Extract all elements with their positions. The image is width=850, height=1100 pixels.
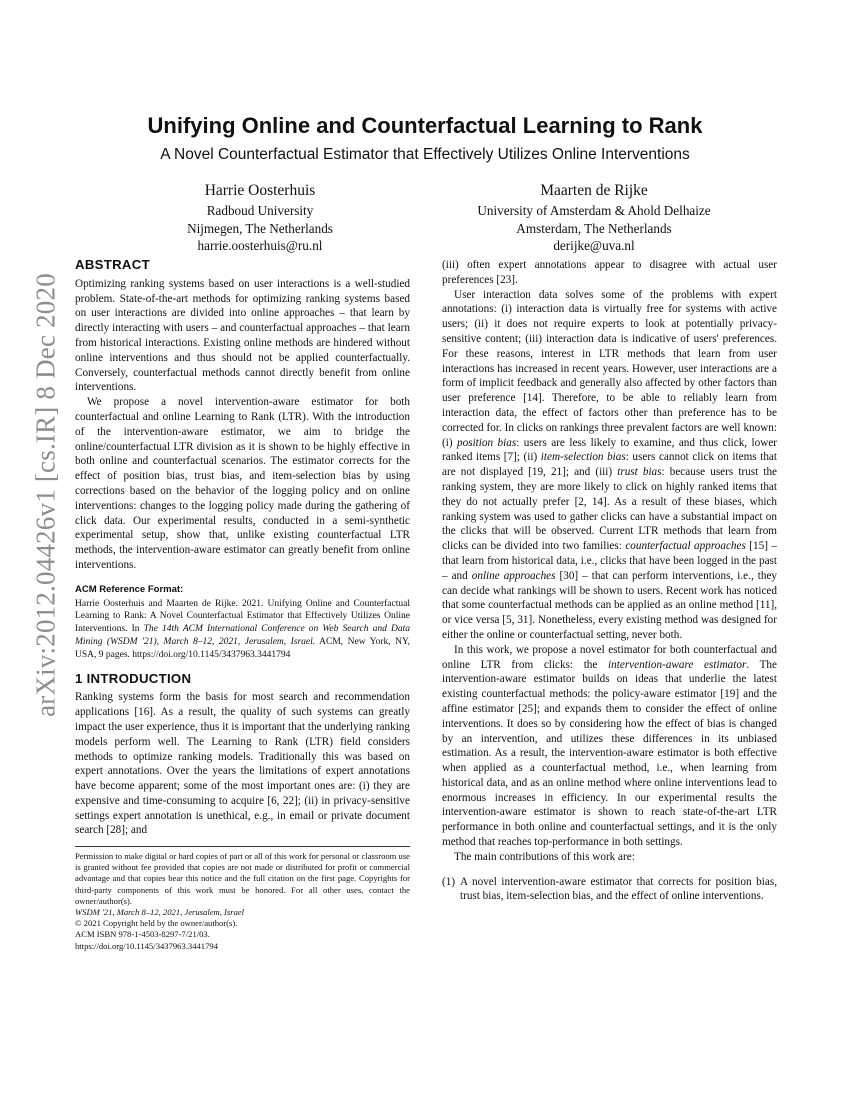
copyright-footnote xyxy=(75,846,410,952)
section-heading-introduction: 1 INTRODUCTION xyxy=(75,670,192,686)
author-block-1 xyxy=(110,181,410,255)
intro-paragraph: Ranking systems form the basis for most search and recommendation applications [16]. As a result, the quality of such systems can greatly impact the user experience, thus it is important that the underlying ranking models perform well. The Learning to Rank (LTR) field considers methods to optimize ranking models. Traditionally this was based on expert annotations. Over the years the limitations of expert annotations have become apparent; some of the most important ones are: (i) they are expensive and time-consuming to acquire [6, 22]; (ii) in privacy-sensitive settings expert annotation is unethical, e.g., in email or private document search [28]; and xyxy=(75,691,410,837)
conference-line: WSDM '21, March 8–12, 2021, Jerusalem, Israel xyxy=(75,907,245,918)
author-block-2 xyxy=(444,181,744,255)
author-affiliation: Radboud University xyxy=(206,203,314,218)
author-location: Amsterdam, The Netherlands xyxy=(516,220,672,236)
intro-paragraph: (iii) often expert annotations appear to disagree with actual user preferences [23]. xyxy=(442,259,777,286)
contributions-intro: The main contributions of this work are: xyxy=(454,850,635,863)
abstract-paragraph: Optimizing ranking systems based on user interactions is a well-studied problem. State-of-the-art methods for optimizing ranking systems based on user interactions are divided into online approaches – that learn by directly interacting with users – and counterfactual approaches – that learn from historical interactions. Existing online methods are hindered without online interventions and thus should not be applied counterfactually. Conversely, counterfactual methods cannot directly benefit from online interventions. xyxy=(75,277,410,394)
author-email: derijke@uva.nl xyxy=(553,238,635,253)
contribution-item: (1) A novel intervention-aware estimator that corrects for position bias, trust bias, item-selection bias, and the effect of online interventions. xyxy=(442,875,777,903)
author-email: harrie.oosterhuis@ru.nl xyxy=(197,238,323,253)
arxiv-sidebar xyxy=(26,273,66,717)
acm-reference-heading: ACM Reference Format: xyxy=(75,583,184,595)
author-affiliation: University of Amsterdam & Ahold Delhaize xyxy=(477,203,711,218)
doi-line: https://doi.org/10.1145/3437963.3441794 xyxy=(75,940,218,951)
arxiv-identifier: arXiv:2012.04426v1 [cs.IR] 8 Dec 2020 xyxy=(30,273,61,717)
abstract-heading: ABSTRACT xyxy=(75,257,150,272)
intro-paragraph: In this work, we propose a novel estimator for both counterfactual and online LTR from clicks: the intervention-aware estimator. The intervention-aware estimator builds on ideas that underlie the latest existing counterfactual methods: the policy-aware estimator [19] and the affine estimator [25]; and expands them to consider the effect of online interventions. It does so by considering how the effect of bias is changed by an intervention, and utilizes these differences in its unbiased estimation. As a result, the intervention-aware estimator is both effective when applied as a counterfactual method, i.e., when learning from historical data, and as an online method where online interventions lead to enormous increases in efficiency. In our experimental results the intervention-aware estimator is shown to reach state-of-the-art LTR performance in both online and counterfactual settings, and it is the only method that reaches top-performance in both settings. xyxy=(442,643,777,849)
contributions-list xyxy=(442,875,777,905)
paper-subtitle: A Novel Counterfactual Estimator that Effectively Utilizes Online Interventions xyxy=(160,146,690,163)
intro-paragraph: User interaction data solves some of the problems with expert annotations: (i) interaction data is virtually free for systems with active users; (ii) it does not require experts to look at potentially privacy-sensitive content; (iii) interaction data is indicative of users' preferences. For these reasons, interest in LTR methods that learn from user interactions has increased in recent years. However, user interactions are a form of implicit feedback and generally also affected by other factors than user preference [14]. Therefore, to be able to reliably learn from interaction data, the effect of factors other than preference has to be corrected for. In clicks on rankings three prevalent factors are well known: (i) position bias: users are less likely to examine, and thus click, lower ranked items [7]; (ii) item-selection bias: users cannot click on items that are not displayed [19, 21]; and (iii) trust bias: because users trust the ranking system, they are more likely to click on highly ranked items that they do not actually prefer [2, 14]. As a result of these biases, which ranking system was used to gather clicks can have a substantial impact on the clicks that will be observed. Current LTR methods that learn from clicks can be divided into two families: counterfactual approaches [15] – that learn from historical data, i.e., clicks that have been logged in the past – and online approaches [30] – that can perform interventions, i.e., they can decide what rankings will be shown to users. Recent work has noticed that some counterfactual methods can be applied as an online method [11], or vice versa [5, 31]. Nonetheless, every existing method was designed for either the online or counterfactual setting, never both. xyxy=(442,288,778,641)
permission-notice: Permission to make digital or hard copies of part or all of this work for personal or classroom use is granted without fee provided that copies are not made or distributed for profit or commercial advantage and that copies bear this notice and the full citation on the first page. Copyrights for third-party components of this work must be honored. For all other uses, contact the owner/author(s). xyxy=(75,851,410,906)
right-column xyxy=(442,258,777,904)
abstract-paragraph: We propose a novel intervention-aware estimator for both counterfactual and online Learning to Rank (LTR). With the introduction of the intervention-aware estimator, we aim to bridge the online/counterfactual LTR division as it is shown to be highly effective in both online and counterfactual scenarios. The estimator corrects for the effect of position bias, trust bias, and item-selection bias by using corrections based on the behavior of the logging policy and on online interventions: changes to the logging policy made during the gathering of click data. Our experimental results, conducted in a semi-synthetic experimental setup, show that, unlike existing counterfactual LTR methods, the intervention-aware estimator can greatly benefit from online interventions. xyxy=(75,396,410,571)
author-location: Nijmegen, The Netherlands xyxy=(187,220,333,236)
author-name: Harrie Oosterhuis xyxy=(204,182,316,199)
left-column xyxy=(75,258,410,838)
paper-title: Unifying Online and Counterfactual Learning to Rank xyxy=(147,113,703,138)
acm-reference-text: Harrie Oosterhuis and Maarten de Rijke. 2021. Unifying Online and Counterfactual Learning to Rank: A Novel Counterfactual Estimator that Effectively Utilizes Online Interventions. In The 14th ACM International Conference on Web Search and Data Mining (WSDM '21), March 8–12, 2021, Jerusalem, Israel. ACM, New York, NY, USA, 9 pages. https://doi.org/10.1145/3437963.3441794 xyxy=(75,598,410,660)
isbn-line: ACM ISBN 978-1-4503-8297-7/21/03. xyxy=(75,929,210,940)
copyright-line: © 2021 Copyright held by the owner/author(s). xyxy=(75,918,238,929)
author-name: Maarten de Rijke xyxy=(540,182,648,199)
